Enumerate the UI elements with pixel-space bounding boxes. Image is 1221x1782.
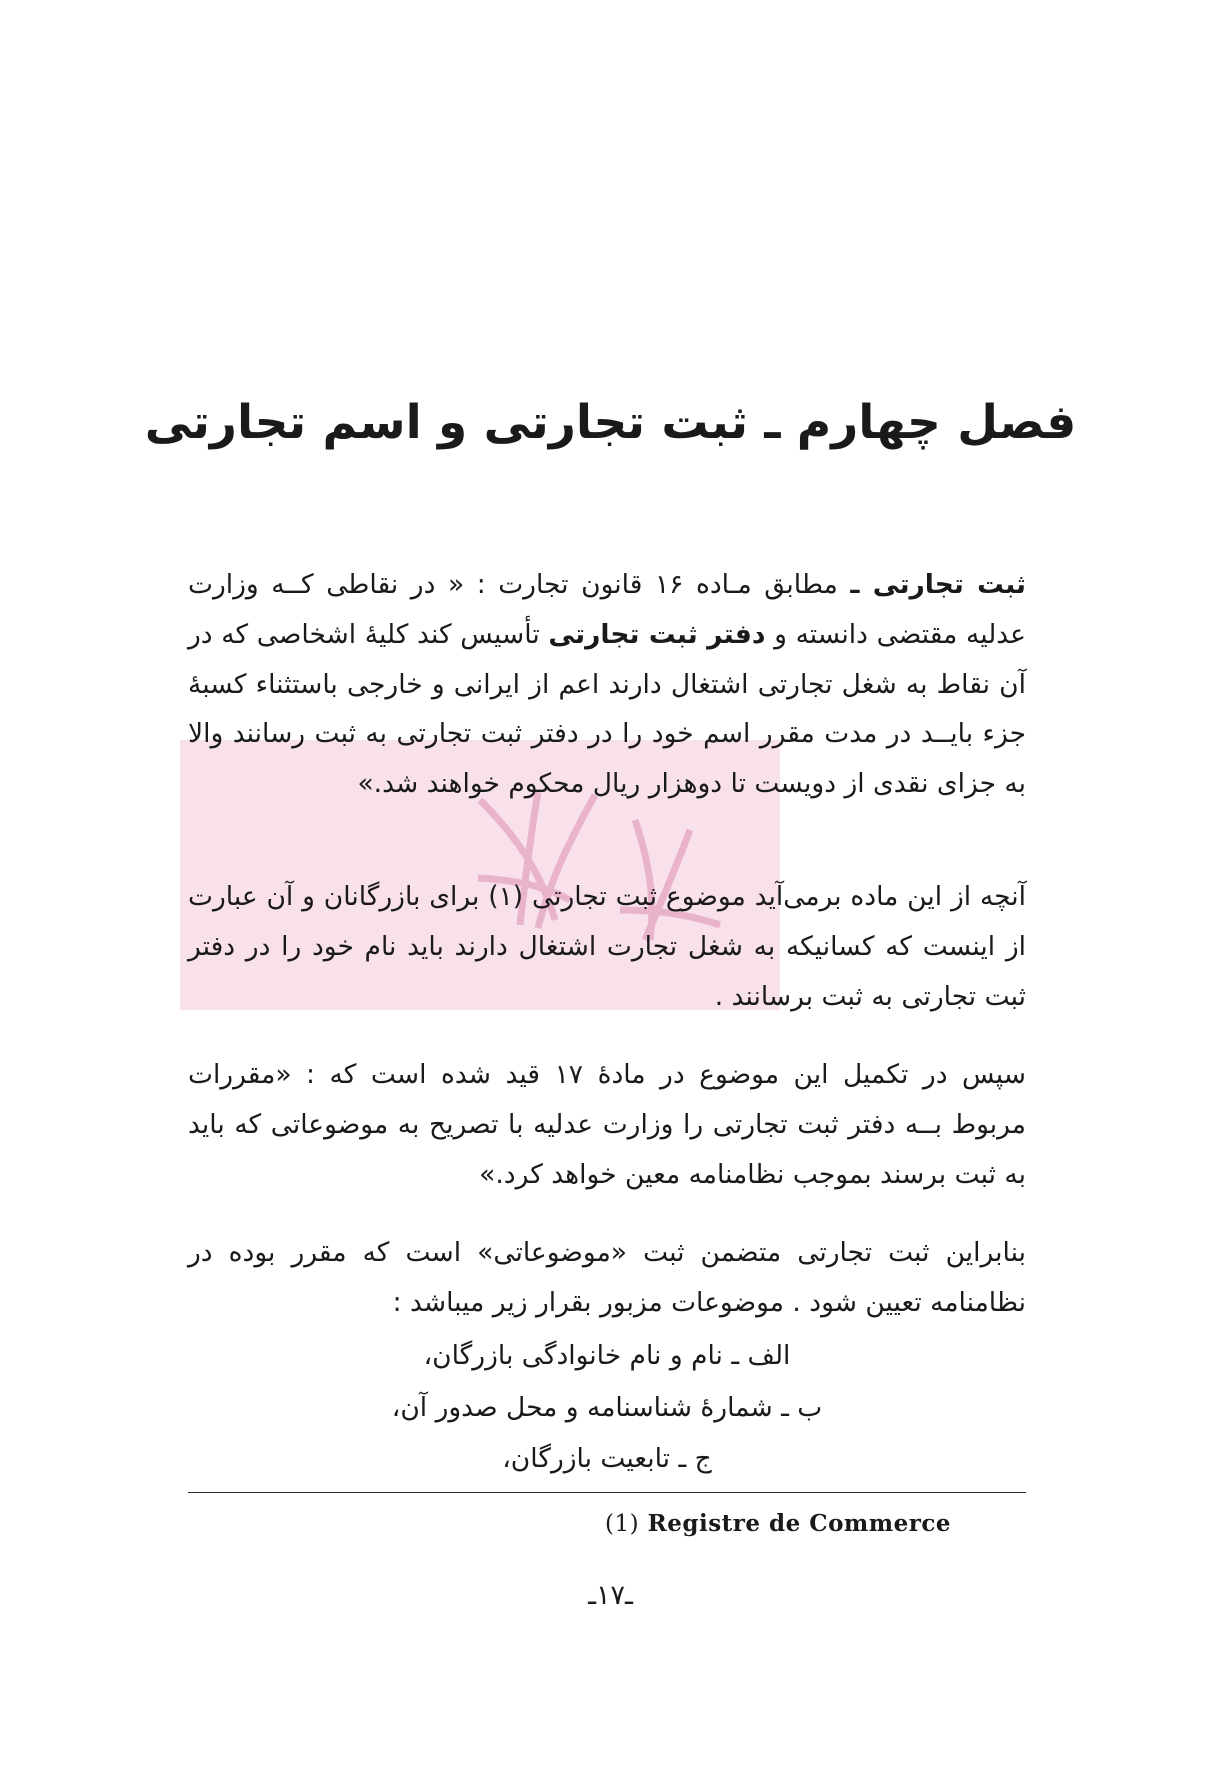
paragraph-interpretation: آنچه از این ماده برمی‌آید موضوع ثبت تجارتی (۱) برای بازرگانان و آن عبارت از اینست که کسانیکه به شغل تجارت اشتغال دارند باید نام خود را در دفتر ثبت تجارتی به ثبت برسانند . [188, 881, 1026, 1012]
footnote-marker: (1) [605, 1511, 640, 1537]
paragraph-text-part-1: مطابق مـاده ۱۶ قانون تجارت : « در نقاطی کــه وزارت عدلیه مقتضی دانسته و [188, 569, 1026, 650]
footnote-text: Registre de Commerce [647, 1510, 951, 1537]
paragraph-lead-term: ثبت تجارتی ـ [850, 569, 1026, 600]
page-title: فصل چهارم ـ ثبت تجارتی و اسم تجارتی [144, 395, 1077, 450]
footnote-divider [188, 1492, 1026, 1493]
list-item: الف ـ نام و نام خانوادگی بازرگان، [423, 1340, 791, 1371]
footnote [605, 1510, 951, 1537]
paragraph-thabt-tejarati [188, 560, 1026, 809]
page-number: ـ۱۷ـ [588, 1580, 633, 1611]
paragraph-conclusion: بنابراین ثبت تجارتی متضمن ثبت «موضوعاتی» است که مقرر بوده در نظامنامه تعیین شود . موضوعات مزبور بقرار زیر میباشد : [188, 1237, 1026, 1318]
list-item: ب ـ شمارهٔ شناسنامه و محل صدور آن، [391, 1391, 823, 1423]
paragraph-article-17: سپس در تکمیل این موضوع در مادهٔ ۱۷ قید شده است که : «مقررات مربوط بــه دفتر ثبت تجارتی را وزارت عدلیه با تصریح به موضوعاتی که باید به ثبت برسند بموجب نظامنامه معین خواهد کرد.» [188, 1059, 1027, 1190]
sub-item-list [188, 1330, 1026, 1485]
paragraph-text-part-2: تأسیس کند کلیهٔ اشخاصی که در آن نقاط به شغل تجارتی اشتغال دارند اعم از ایرانی و خارجی باستثناء کسبهٔ جزء بایــد در مدت مقرر اسم خود را در دفتر ثبت تجارتی به ثبت رسانند والا به جزای نقدی از دویست تا دوهزار ریال محکوم خواهند شد.» [188, 618, 1026, 800]
paragraph-bold-term-daftar: دفتر ثبت تجارتی [548, 618, 766, 650]
list-item: ج ـ تابعیت بازرگان، [502, 1443, 712, 1475]
